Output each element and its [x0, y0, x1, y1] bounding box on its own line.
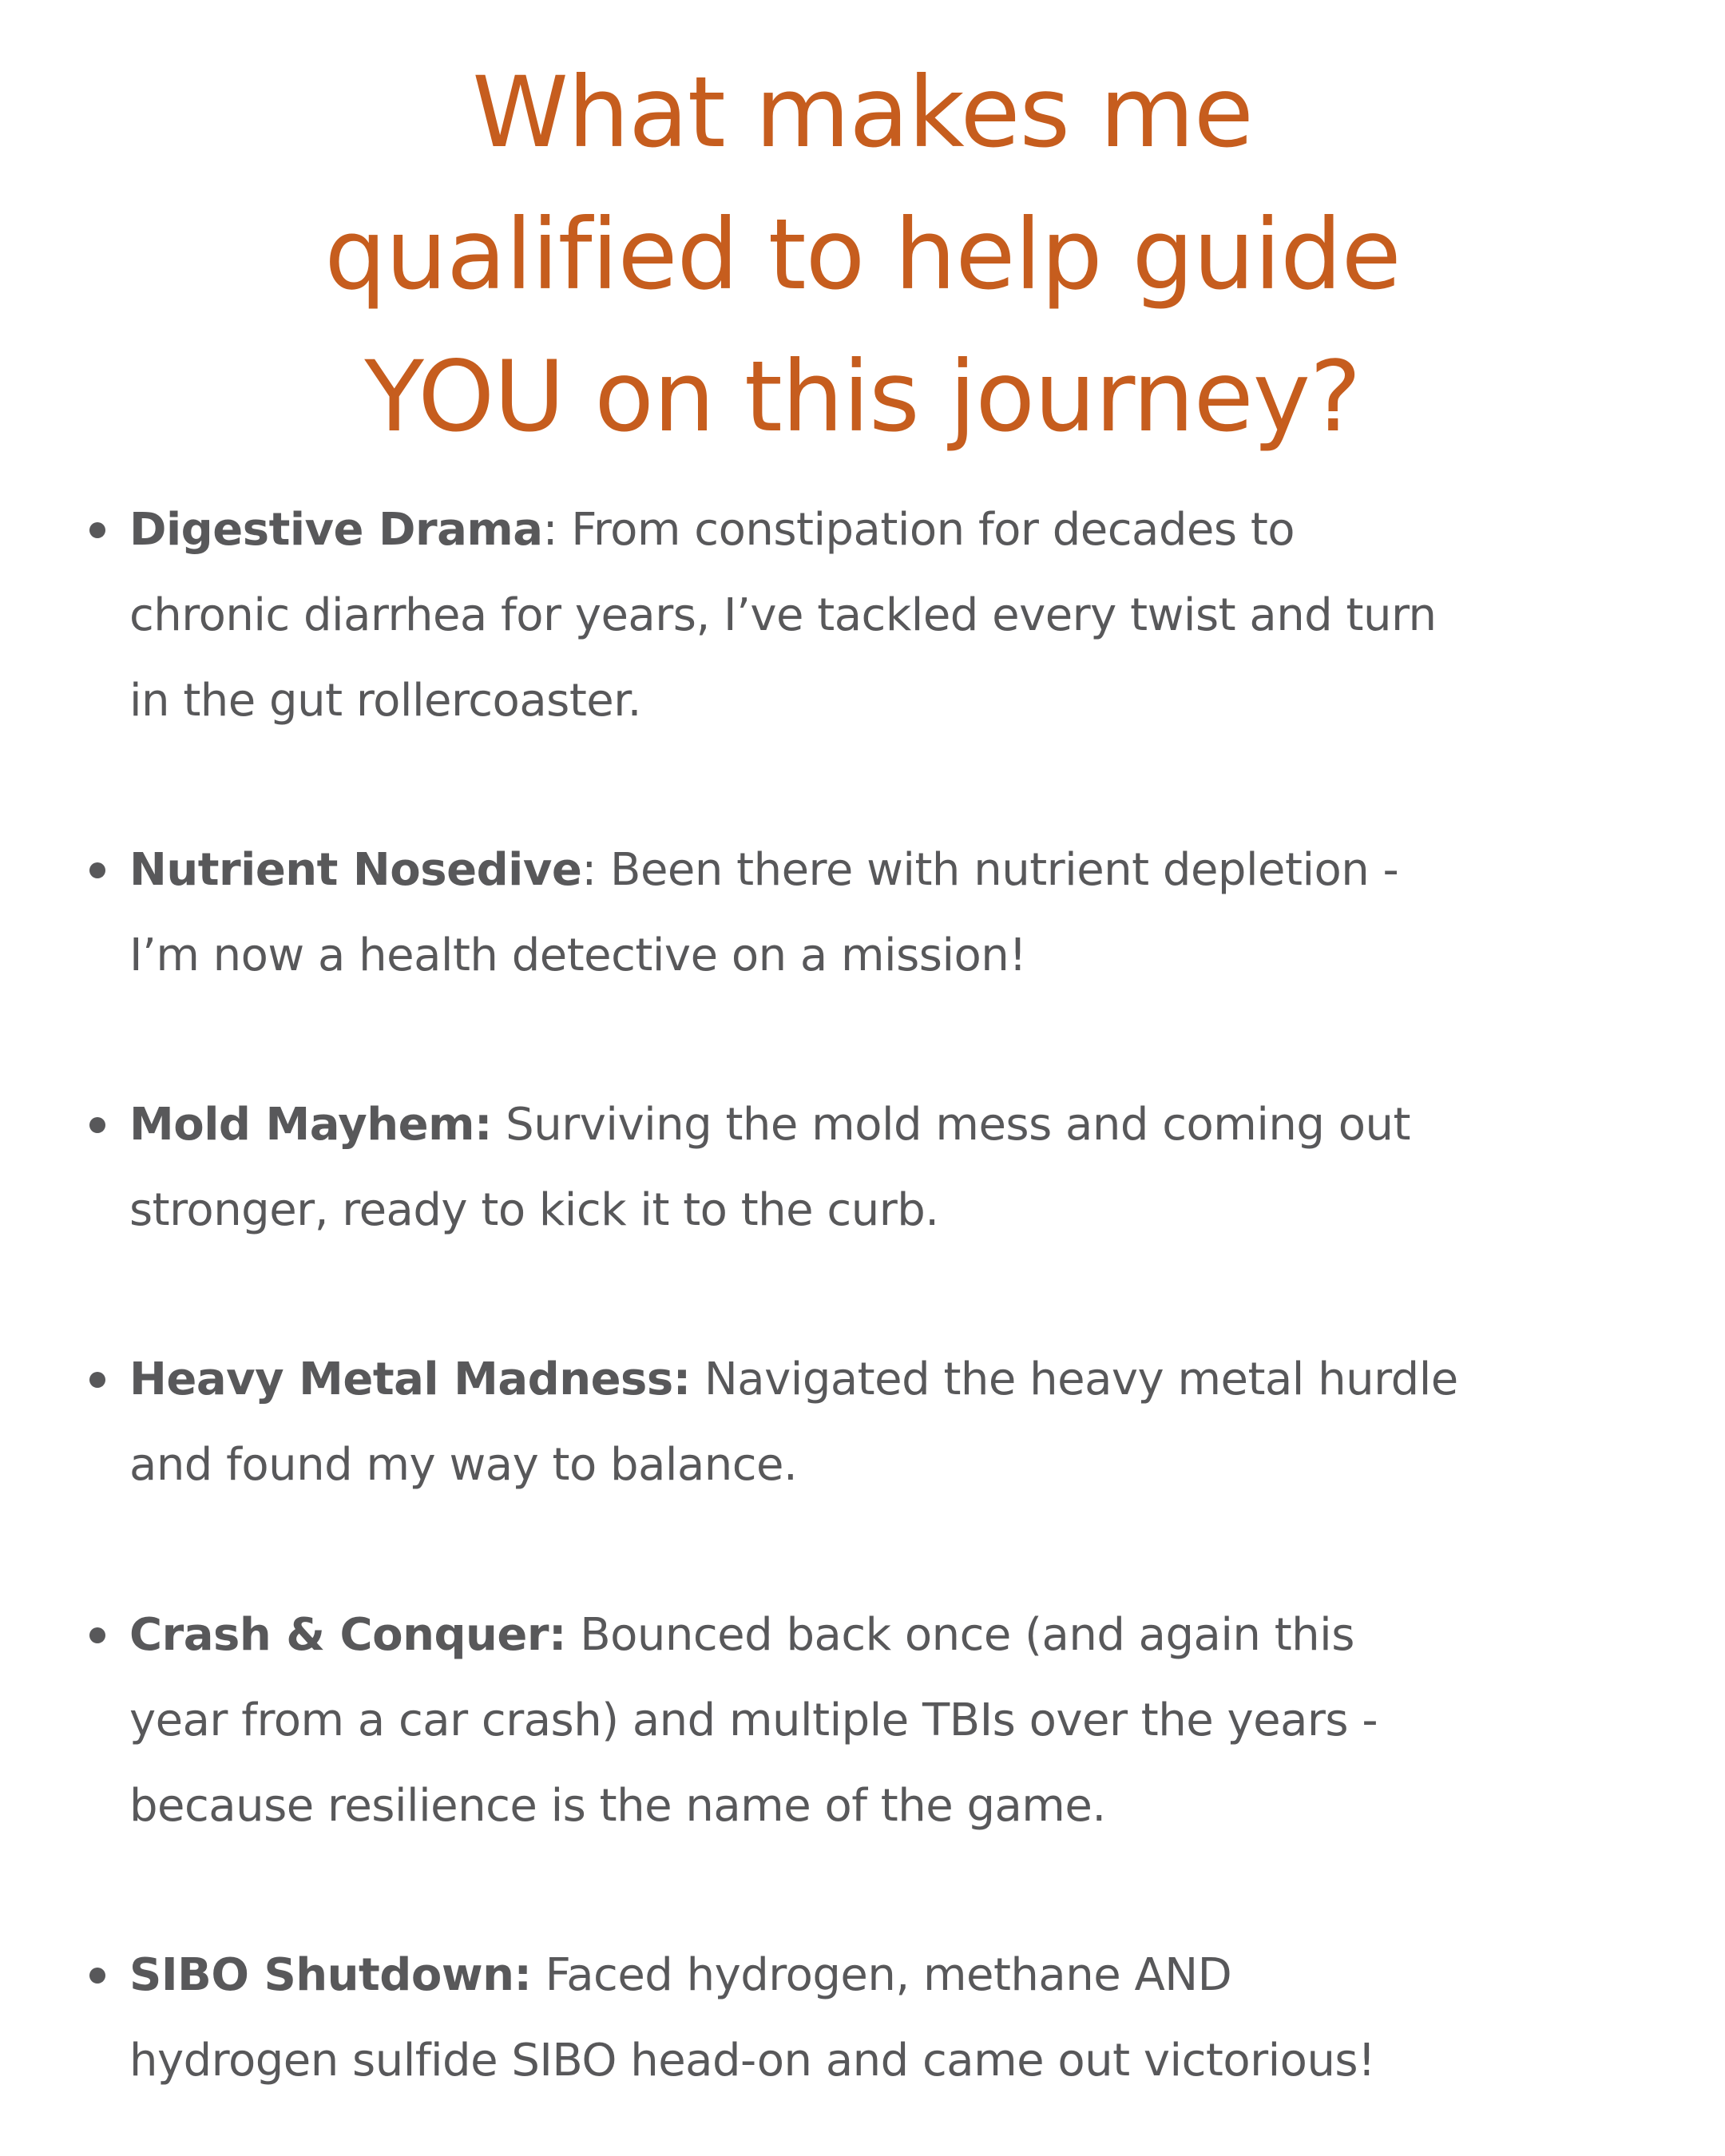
item-line: chronic diarrhea for years, I’ve tackled every twist and turn — [129, 589, 1437, 641]
item-line — [129, 1932, 1695, 2018]
list-item-sibo-shutdown — [129, 1932, 1695, 2103]
bullet-icon — [89, 522, 105, 538]
item-line — [129, 1337, 1695, 1422]
title-line: qualified to help guide — [324, 198, 1401, 311]
item-line: and found my way to balance. — [129, 1439, 798, 1491]
bullet-icon — [89, 1627, 105, 1643]
list-item-crash-and-conquer — [129, 1592, 1695, 1849]
page-title — [0, 42, 1725, 468]
bullet-icon — [89, 1372, 105, 1388]
list-item-heavy-metal-madness — [129, 1337, 1695, 1508]
item-line — [129, 1592, 1695, 1678]
item-term: Crash & Conquer: — [129, 1609, 566, 1661]
list-item-digestive-drama — [129, 487, 1695, 743]
item-term: Digestive Drama — [129, 504, 543, 556]
item-term: Heavy Metal Madness: — [129, 1353, 691, 1405]
item-text: : From constipation for decades to — [542, 504, 1295, 556]
item-line: I’m now a health detective on a mission! — [129, 929, 1027, 981]
list-item-mold-mayhem — [129, 1082, 1695, 1253]
item-line: hydrogen sulfide SIBO head-on and came out victorious! — [129, 2035, 1376, 2087]
item-text: : Been there with nutrient depletion - — [581, 844, 1399, 896]
item-term: SIBO Shutdown: — [129, 1949, 532, 2001]
list-item-nutrient-nosedive — [129, 827, 1695, 998]
bullet-icon — [89, 1117, 105, 1133]
item-text: Bounced back once (and again this — [565, 1609, 1354, 1661]
item-term: Nutrient Nosedive — [129, 844, 582, 896]
item-line: in the gut rollercoaster. — [129, 675, 641, 727]
item-line: because resilience is the name of the game. — [129, 1780, 1106, 1832]
item-line — [129, 1082, 1695, 1167]
item-text: Faced hydrogen, methane AND — [531, 1949, 1232, 2001]
item-line — [129, 827, 1695, 913]
item-line: stronger, ready to kick it to the curb. — [129, 1184, 939, 1236]
title-line: YOU on this journey? — [364, 340, 1361, 454]
item-text: Navigated the heavy metal hurdle — [690, 1353, 1458, 1405]
item-term: Mold Mayhem: — [129, 1099, 492, 1151]
item-text: Surviving the mold mess and coming out — [491, 1099, 1410, 1151]
title-line: What makes me — [472, 56, 1253, 169]
item-line — [129, 487, 1695, 573]
bullet-icon — [89, 1968, 105, 1984]
bullet-icon — [89, 862, 105, 878]
item-line: year from a car crash) and multiple TBIs over the years - — [129, 1694, 1378, 1746]
